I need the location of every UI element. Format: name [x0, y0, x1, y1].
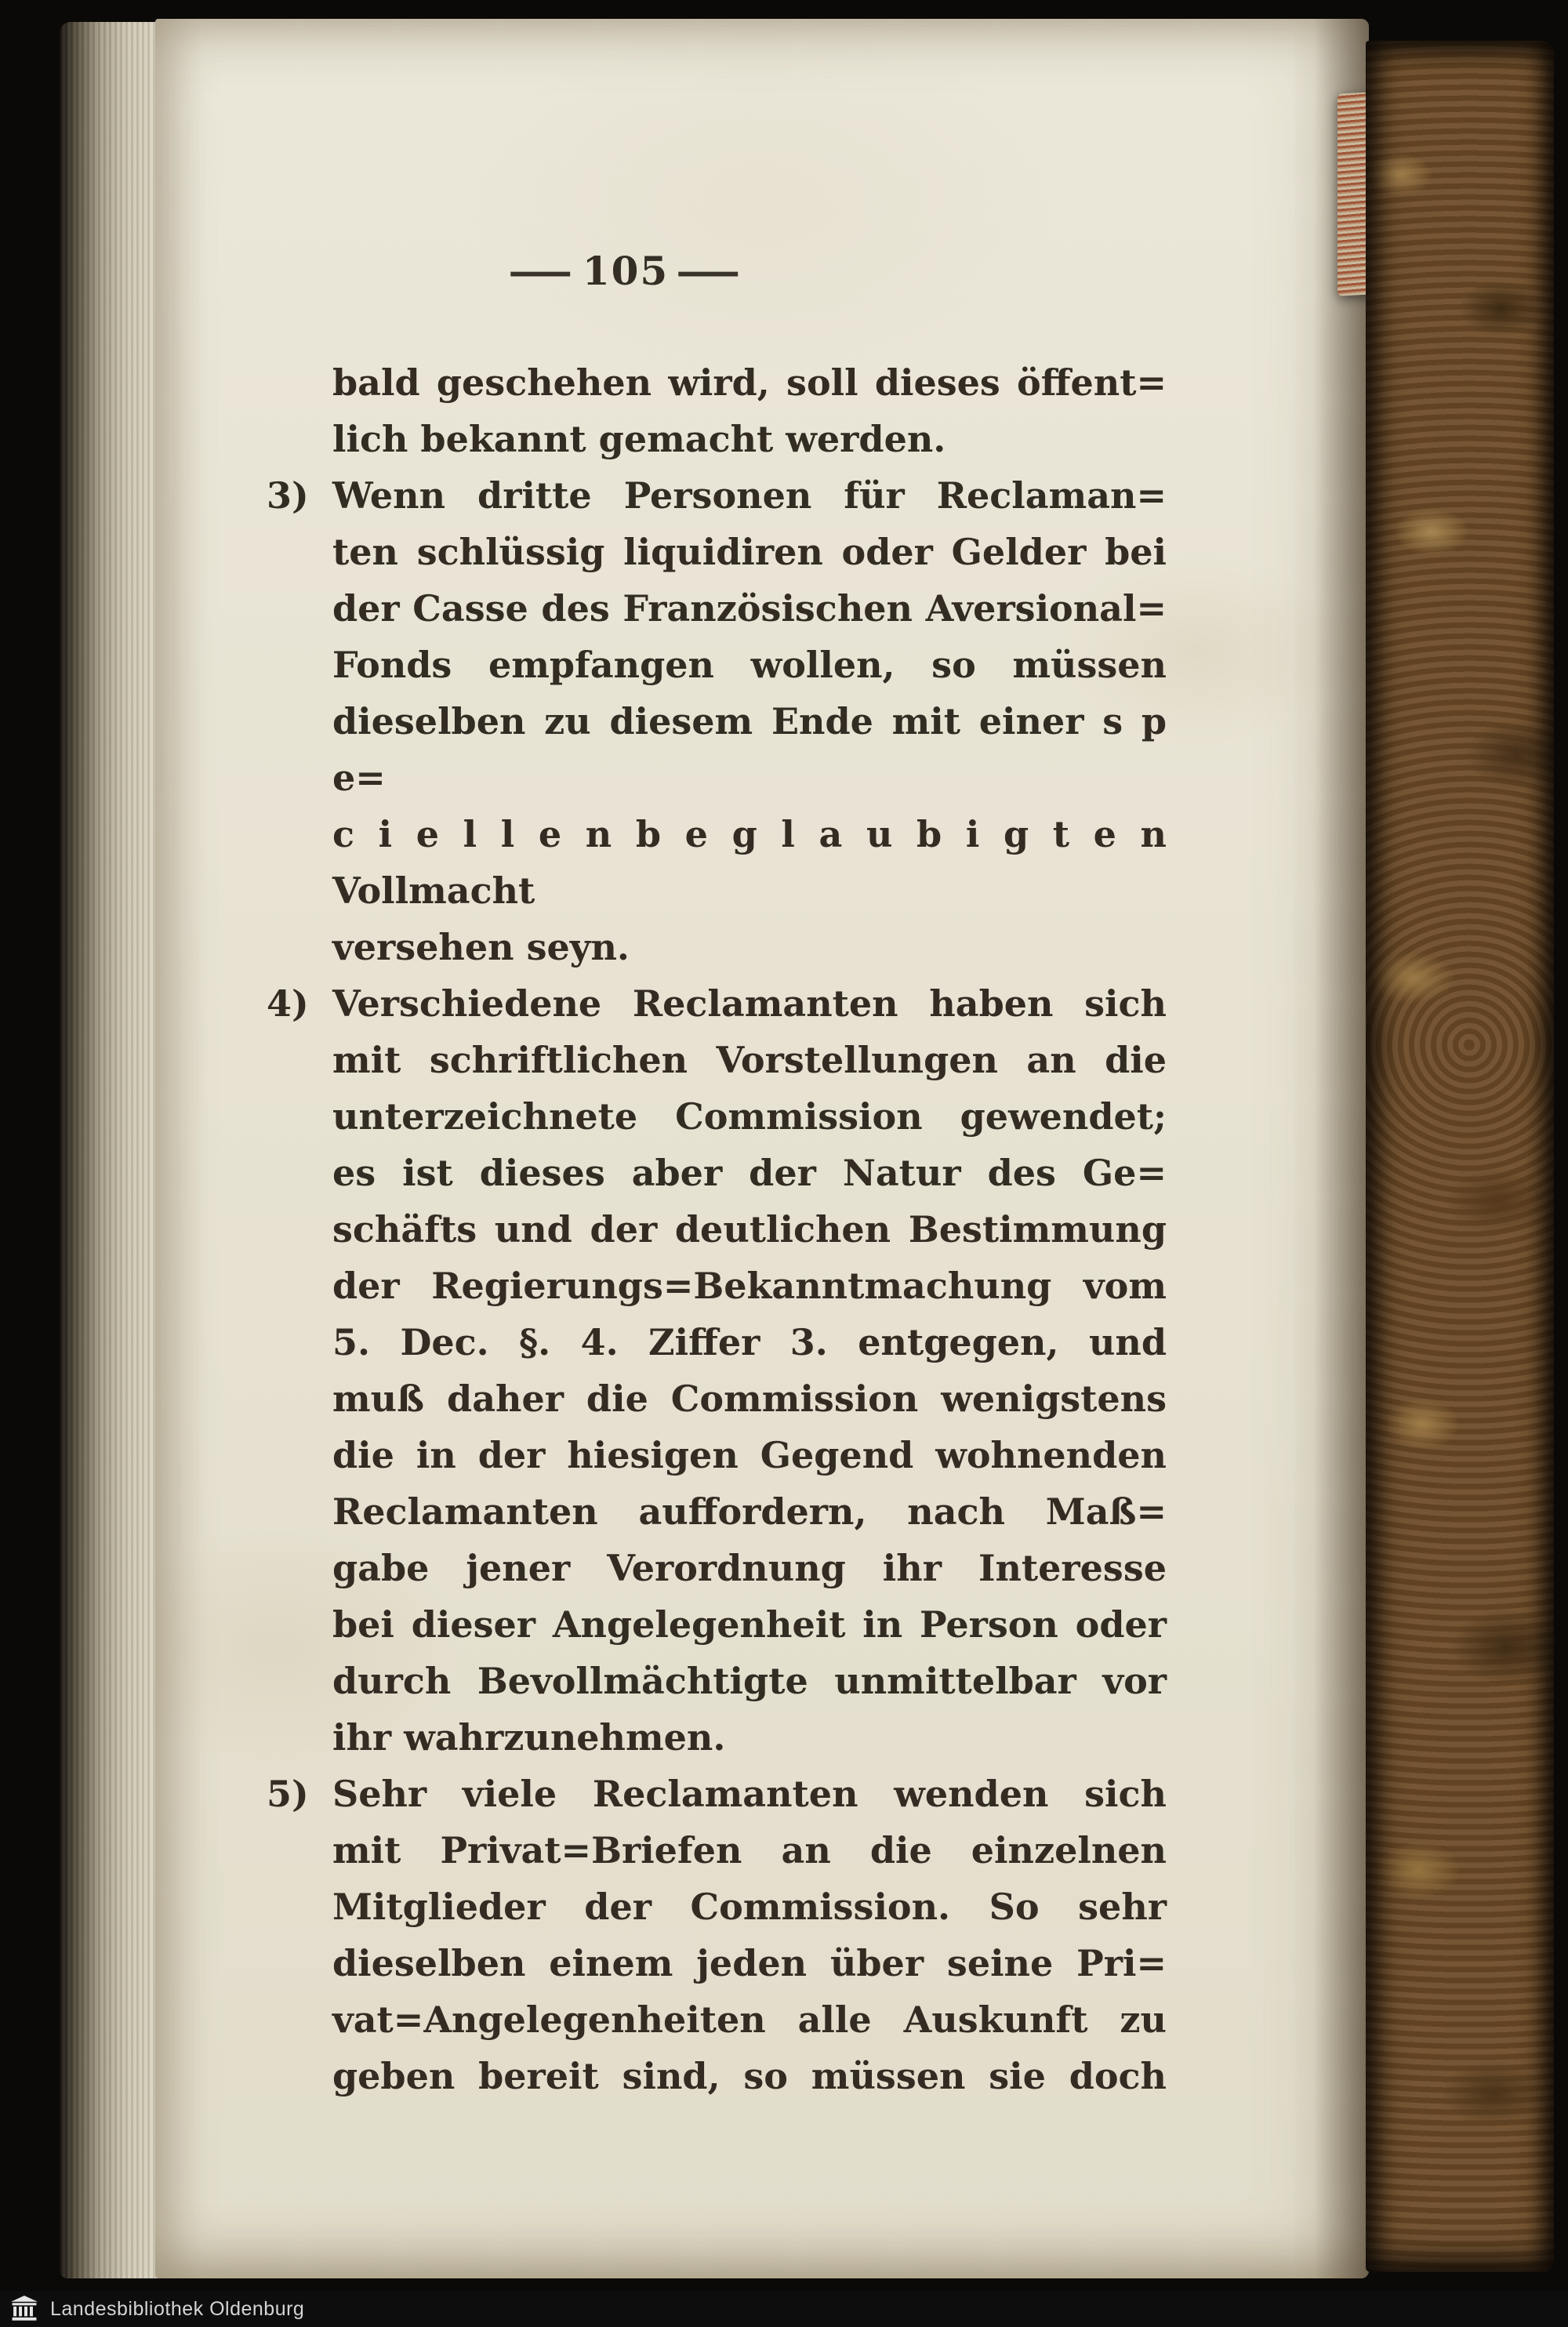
- text-line: dieselben zu diesem Ende mit einer s p e=: [332, 700, 1167, 799]
- leather-binding: [1366, 41, 1554, 2272]
- text-line: schäfts und der deutlichen Bestimmung: [332, 1208, 1167, 1251]
- text-line: durch Bevollmächtigte unmittelbar vor: [332, 1660, 1167, 1702]
- paragraph-marker: 3): [267, 474, 309, 517]
- text-line: bei dieser Angelegenheit in Person oder: [332, 1603, 1167, 1646]
- text-line: geben bereit sind, so müssen sie doch: [332, 2055, 1167, 2097]
- header-dash-left: —: [506, 248, 577, 294]
- text-line: gabe jener Verordnung ihr Interesse: [332, 1547, 1167, 1589]
- paragraph: [267, 467, 1167, 975]
- text-line: mit Privat=Briefen an die einzelnen: [332, 1829, 1167, 1871]
- header-dash-right: —: [674, 248, 745, 294]
- text-line: die in der hiesigen Gegend wohnenden: [332, 1434, 1167, 1476]
- page-edges-left: [60, 22, 160, 2278]
- text-line: Reclamanten auffordern, nach Maß=: [332, 1490, 1167, 1533]
- text-line: vat=Angelegenheiten alle Auskunft zu: [332, 1998, 1167, 2041]
- text-line: dieselben einem jeden über seine Pri=: [332, 1942, 1167, 1984]
- text-line: Sehr viele Reclamanten wenden sich: [332, 1773, 1167, 1815]
- library-logo-icon: [9, 2296, 39, 2322]
- text-line: muß daher die Commission wenigstens: [332, 1378, 1167, 1420]
- paragraph-marker: 4): [267, 982, 309, 1025]
- paragraph: [267, 975, 1167, 1766]
- text-line: ihr wahrzunehmen.: [332, 1716, 726, 1759]
- text-line: Fonds empfangen wollen, so müssen: [332, 644, 1167, 686]
- text-line: es ist dieses aber der Natur des Ge=: [332, 1152, 1167, 1194]
- text-line: ten schlüssig liquidiren oder Gelder bei: [332, 531, 1167, 573]
- text-line: mit schriftlichen Vorstellungen an die: [332, 1039, 1167, 1081]
- paragraph: [332, 354, 1167, 467]
- text-line: der Regierungs=Bekanntmachung vom: [332, 1265, 1167, 1307]
- text-line: unterzeichnete Commission gewendet;: [332, 1095, 1167, 1138]
- footer-institution-label: Landesbibliothek Oldenburg: [50, 2297, 305, 2320]
- page-header: [312, 248, 939, 294]
- text-line: versehen seyn.: [332, 926, 630, 968]
- text-line: Mitglieder der Commission. So sehr: [332, 1886, 1167, 1928]
- text-line: der Casse des Französischen Aversional=: [332, 587, 1167, 630]
- book-page: [155, 19, 1369, 2278]
- text-block: [267, 354, 1167, 2104]
- page-number: 105: [582, 248, 670, 294]
- text-line: c i e l l e n b e g l a u b i g t e n Vollmacht: [332, 813, 1167, 912]
- text-line: bald geschehen wird, soll dieses öffent=: [332, 361, 1167, 404]
- text-line: lich bekannt gemacht werden.: [332, 418, 946, 460]
- paragraph: [267, 1766, 1167, 2104]
- text-line: Wenn dritte Personen für Reclaman=: [332, 474, 1167, 517]
- text-line: 5. Dec. §. 4. Ziffer 3. entgegen, und: [332, 1321, 1167, 1363]
- text-line: Verschiedene Reclamanten haben sich: [332, 982, 1167, 1025]
- paragraph-marker: 5): [267, 1773, 309, 1815]
- footer-band: [0, 2291, 1568, 2327]
